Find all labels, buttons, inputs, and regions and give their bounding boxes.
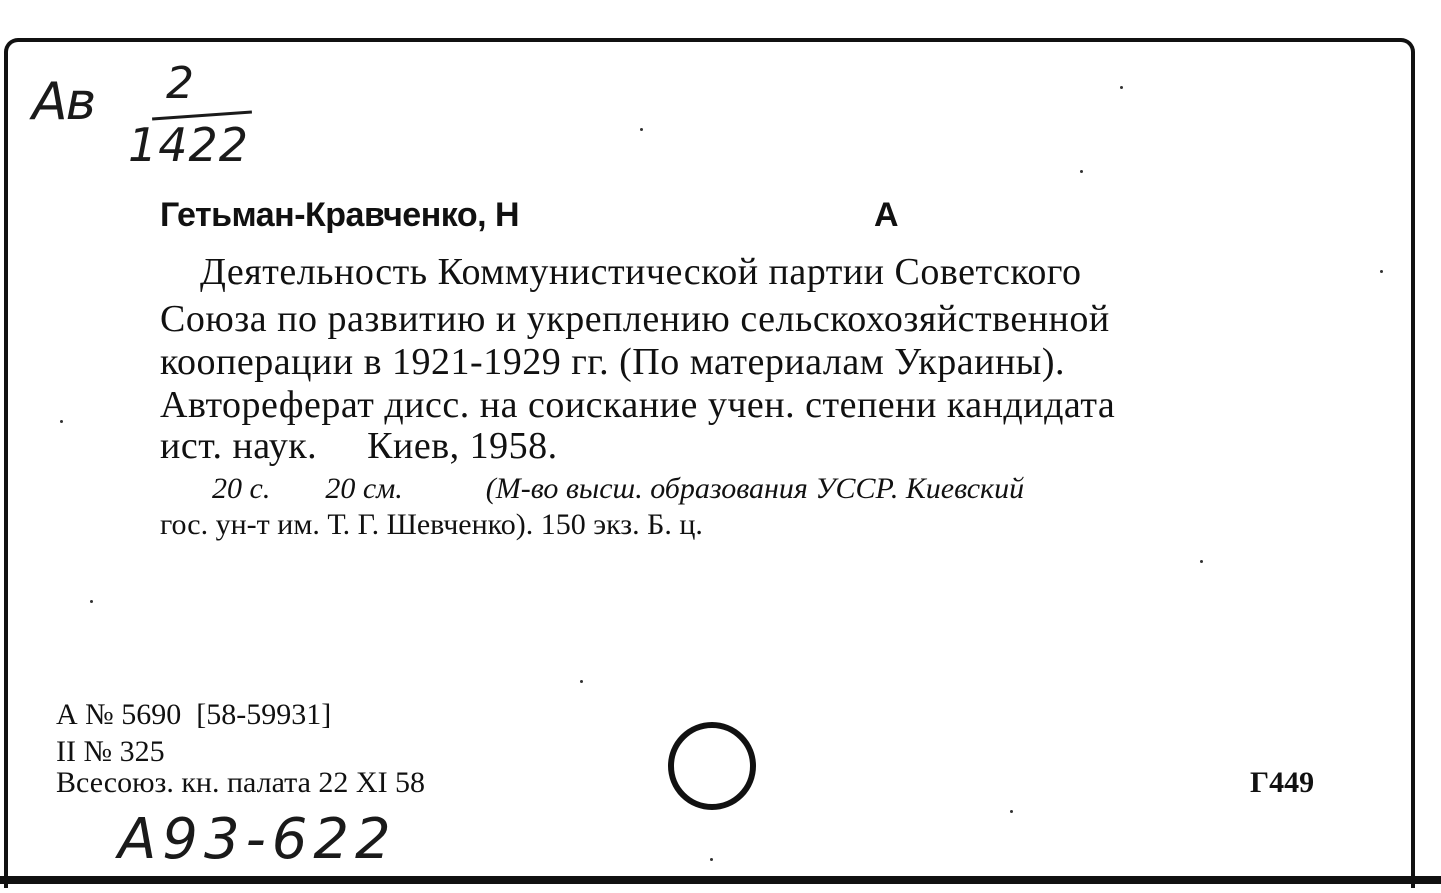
- speck: [1120, 86, 1123, 89]
- speck: [60, 420, 63, 423]
- title-line-3: кооперации в 1921-1929 гг. (По материалам Украины).: [160, 341, 1065, 383]
- shelfmark-denominator: 1422: [128, 118, 250, 172]
- speck: [90, 600, 93, 603]
- title-line-5: ист. наук. Киев, 1958.: [160, 425, 558, 467]
- classification-code: Г449: [1250, 766, 1315, 799]
- speck: [1380, 270, 1383, 273]
- author-name: Гетьман-Кравченко, Н: [160, 196, 520, 234]
- speck: [1200, 560, 1203, 563]
- title-line-2: Союза по развитию и укреплению сельскохозяйственной: [160, 298, 1110, 340]
- page-count: 20 с.: [212, 472, 271, 505]
- speck: [640, 128, 643, 131]
- author-second-initial: А: [874, 196, 899, 234]
- physical-description: [212, 472, 1024, 506]
- speck: [580, 680, 583, 683]
- footer-record-number: А № 5690 [58-59931]: [56, 698, 332, 731]
- footer-chamber-date: Всесоюз. кн. палата 22 XI 58: [56, 766, 426, 799]
- footer-card-number: II № 325: [56, 735, 165, 768]
- publisher-line: гос. ун-т им. Т. Г. Шевченко). 150 экз. Б. ц.: [160, 508, 703, 541]
- punch-hole: [668, 722, 756, 810]
- author-heading: [160, 196, 899, 235]
- handwritten-accession-number: А93-622: [118, 807, 397, 872]
- speck: [1010, 810, 1013, 813]
- card-bottom-edge: [0, 876, 1441, 884]
- series-note: (М-во высш. образования УССР. Киевский: [485, 472, 1025, 505]
- speck: [1080, 170, 1083, 173]
- shelfmark: [32, 58, 282, 172]
- card-size: 20 см.: [325, 472, 403, 505]
- shelfmark-numerator: 2: [166, 58, 194, 109]
- shelfmark-prefix: Ав: [32, 72, 95, 132]
- speck: [710, 858, 713, 861]
- title-line-4: Автореферат дисс. на соискание учен. степени кандидата: [160, 384, 1116, 426]
- title-line-1: Деятельность Коммунистической партии Советского: [200, 251, 1082, 293]
